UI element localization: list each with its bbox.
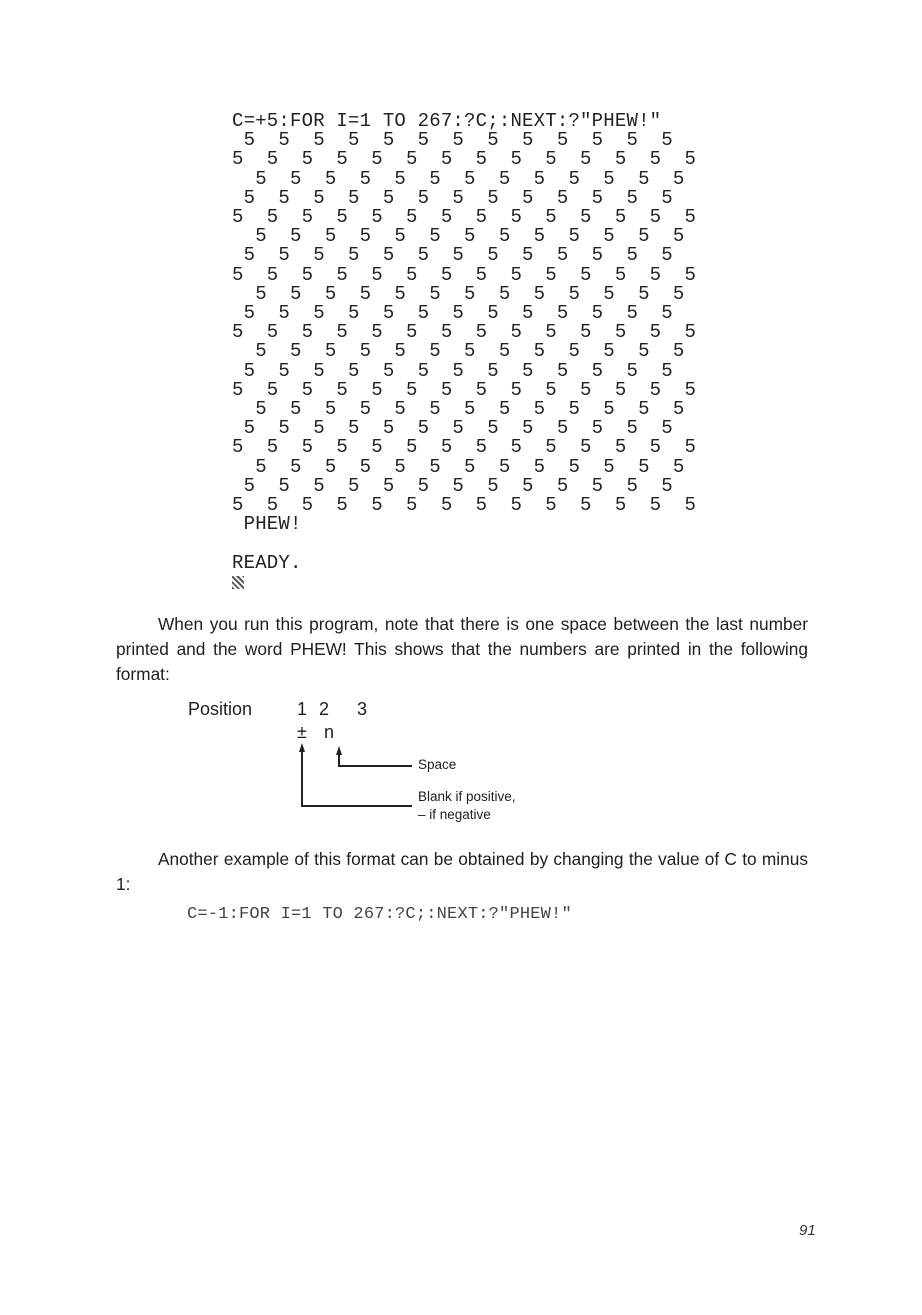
cursor-block-icon	[232, 576, 244, 589]
sign-line	[301, 750, 303, 806]
output-row: 5 5 5 5 5 5 5 5 5 5 5 5 5	[232, 302, 685, 325]
position-2: 2	[319, 699, 330, 719]
paragraph-2	[116, 847, 808, 897]
output-row: 5 5 5 5 5 5 5 5 5 5 5 5 5	[232, 340, 697, 363]
paragraph-1	[116, 612, 808, 687]
space-label: Space	[418, 757, 457, 772]
paragraph-2-text: Another example of this format can be obtained by changing the value of C to minus 1:	[116, 849, 808, 894]
sign-label-2: – if negative	[418, 807, 491, 822]
output-row: 5 5 5 5 5 5 5 5 5 5 5 5 5	[232, 129, 685, 152]
n-symbol: n	[324, 722, 335, 742]
sign-symbol: ±	[297, 722, 307, 742]
output-rows	[232, 129, 696, 516]
output-row: 5 5 5 5 5 5 5 5 5 5 5 5 5	[232, 359, 685, 382]
output-row: 5 5 5 5 5 5 5 5 5 5 5 5 5	[232, 455, 697, 478]
command-line: C=+5:FOR I=1 TO 267:?C;:NEXT:?"PHEW!"	[232, 110, 662, 132]
output-row: 5 5 5 5 5 5 5 5 5 5 5 5 5 5	[232, 378, 697, 401]
program-listing	[232, 112, 696, 534]
sign-line-h	[301, 805, 412, 807]
output-row: 5 5 5 5 5 5 5 5 5 5 5 5 5 5	[232, 263, 697, 286]
output-row: 5 5 5 5 5 5 5 5 5 5 5 5 5	[232, 244, 685, 267]
position-label: Position	[188, 699, 253, 719]
output-row: 5 5 5 5 5 5 5 5 5 5 5 5 5	[232, 398, 697, 421]
ready-prompt: READY.	[232, 552, 302, 574]
output-row: 5 5 5 5 5 5 5 5 5 5 5 5 5 5	[232, 494, 697, 517]
output-row: 5 5 5 5 5 5 5 5 5 5 5 5 5	[232, 282, 697, 305]
sign-label-1: Blank if positive,	[418, 789, 516, 804]
paragraph-1-text: When you run this program, note that there is one space between the last number printed and the word PHEW! This shows that the numbers are printed in the following format:	[116, 614, 808, 684]
phew-output: PHEW!	[232, 513, 302, 536]
space-line-h	[338, 765, 412, 767]
output-row: 5 5 5 5 5 5 5 5 5 5 5 5 5	[232, 186, 685, 209]
position-1: 1	[297, 699, 308, 719]
output-row: 5 5 5 5 5 5 5 5 5 5 5 5 5 5	[232, 148, 697, 171]
output-row: 5 5 5 5 5 5 5 5 5 5 5 5 5	[232, 417, 685, 440]
space-line	[338, 752, 340, 766]
page-number: 91	[799, 1222, 816, 1239]
output-row: 5 5 5 5 5 5 5 5 5 5 5 5 5 5	[232, 436, 697, 459]
position-3: 3	[357, 699, 368, 719]
output-row: 5 5 5 5 5 5 5 5 5 5 5 5 5 5	[232, 206, 697, 229]
output-row: 5 5 5 5 5 5 5 5 5 5 5 5 5	[232, 225, 697, 248]
code-example: C=-1:FOR I=1 TO 267:?C;:NEXT:?"PHEW!"	[187, 905, 572, 924]
output-row: 5 5 5 5 5 5 5 5 5 5 5 5 5	[232, 474, 685, 497]
output-row: 5 5 5 5 5 5 5 5 5 5 5 5 5 5	[232, 321, 697, 344]
output-row: 5 5 5 5 5 5 5 5 5 5 5 5 5	[232, 167, 697, 190]
